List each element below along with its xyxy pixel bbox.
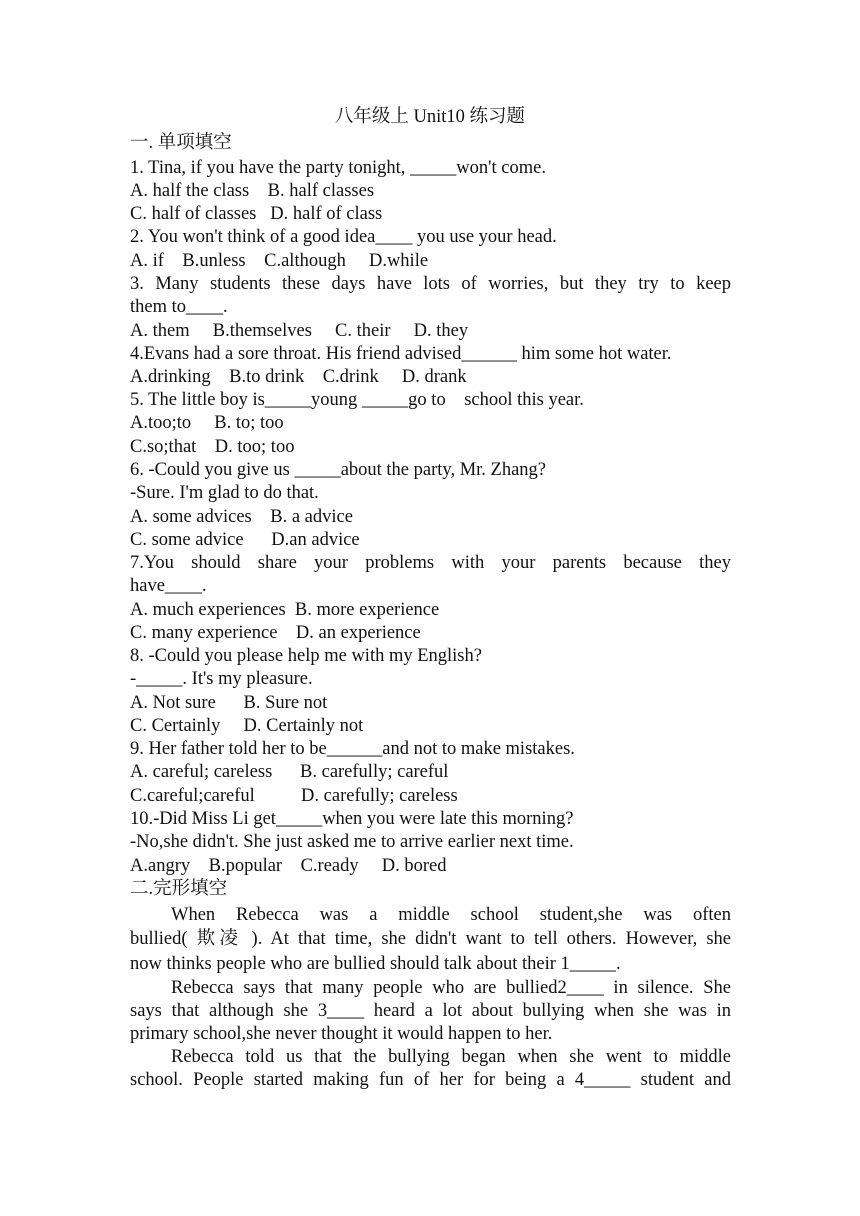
question-5: 5. The little boy is_____young _____go to school this year. — [130, 390, 584, 410]
options-2: A. if B.unless C.although D.while — [130, 251, 429, 271]
options-6a: A. some advices B. a advice — [130, 507, 353, 527]
question-2: 2. You won't think of a good idea____ you use your head. — [130, 227, 557, 247]
question-7-cont: have____. — [130, 576, 207, 596]
passage-line: primary school,she never thought it would happen to her. — [130, 1024, 553, 1044]
question-3: 3. Many students these days have lots of worries, but they try to keep — [130, 274, 731, 294]
options-8b: C. Certainly D. Certainly not — [130, 716, 364, 736]
options-5b: C.so;that D. too; too — [130, 437, 295, 457]
question-8-reply: -_____. It's my pleasure. — [130, 669, 313, 689]
options-1a: A. half the class B. half classes — [130, 181, 375, 201]
options-7b: C. many experience D. an experience — [130, 623, 421, 643]
options-9a: A. careful; careless B. carefully; careful — [130, 762, 449, 782]
question-6: 6. -Could you give us _____about the party, Mr. Zhang? — [130, 460, 547, 480]
page-title: 八年级上 Unit10 练习题 — [334, 107, 526, 127]
passage-line: Rebecca told us that the bullying began when she went to middle — [171, 1047, 731, 1067]
options-9b: C.careful;careful D. carefully; careless — [130, 786, 458, 806]
passage-line: says that although she 3____ heard a lot about bullying when she was in — [130, 1001, 731, 1021]
question-10-reply: -No,she didn't. She just asked me to arrive earlier next time. — [130, 832, 574, 852]
passage-line: When Rebecca was a middle school student,she was often — [171, 905, 731, 925]
passage-line: school. People started making fun of her for being a 4_____ student and — [130, 1070, 731, 1090]
question-7: 7.You should share your problems with your parents because they — [130, 553, 731, 573]
options-7a: A. much experiences B. more experience — [130, 600, 440, 620]
question-10: 10.-Did Miss Li get_____when you were late this morning? — [130, 809, 574, 829]
passage-line: bullied( 欺凌 ). At that time, she didn't want to tell others. However, she — [130, 929, 731, 949]
options-5a: A.too;to B. to; too — [130, 413, 284, 433]
options-4: A.drinking B.to drink C.drink D. drank — [130, 367, 467, 387]
options-3: A. them B.themselves C. their D. they — [130, 321, 469, 341]
question-6-reply: -Sure. I'm glad to do that. — [130, 483, 319, 503]
question-4: 4.Evans had a sore throat. His friend advised______ him some hot water. — [130, 344, 672, 364]
question-8: 8. -Could you please help me with my English? — [130, 646, 482, 666]
section-heading-cloze: 二.完形填空 — [130, 879, 228, 899]
options-1b: C. half of classes D. half of class — [130, 204, 383, 224]
question-9: 9. Her father told her to be______and not to make mistakes. — [130, 739, 575, 759]
options-8a: A. Not sure B. Sure not — [130, 693, 328, 713]
section-heading: 一. 单项填空 — [130, 133, 232, 153]
passage-line: Rebecca says that many people who are bullied2____ in silence. She — [171, 978, 731, 998]
options-10: A.angry B.popular C.ready D. bored — [130, 856, 447, 876]
options-6b: C. some advice D.an advice — [130, 530, 360, 550]
question-1: 1. Tina, if you have the party tonight, _____won't come. — [130, 158, 546, 178]
question-3-cont: them to____. — [130, 297, 228, 317]
passage-line: now thinks people who are bullied should talk about their 1_____. — [130, 954, 621, 974]
